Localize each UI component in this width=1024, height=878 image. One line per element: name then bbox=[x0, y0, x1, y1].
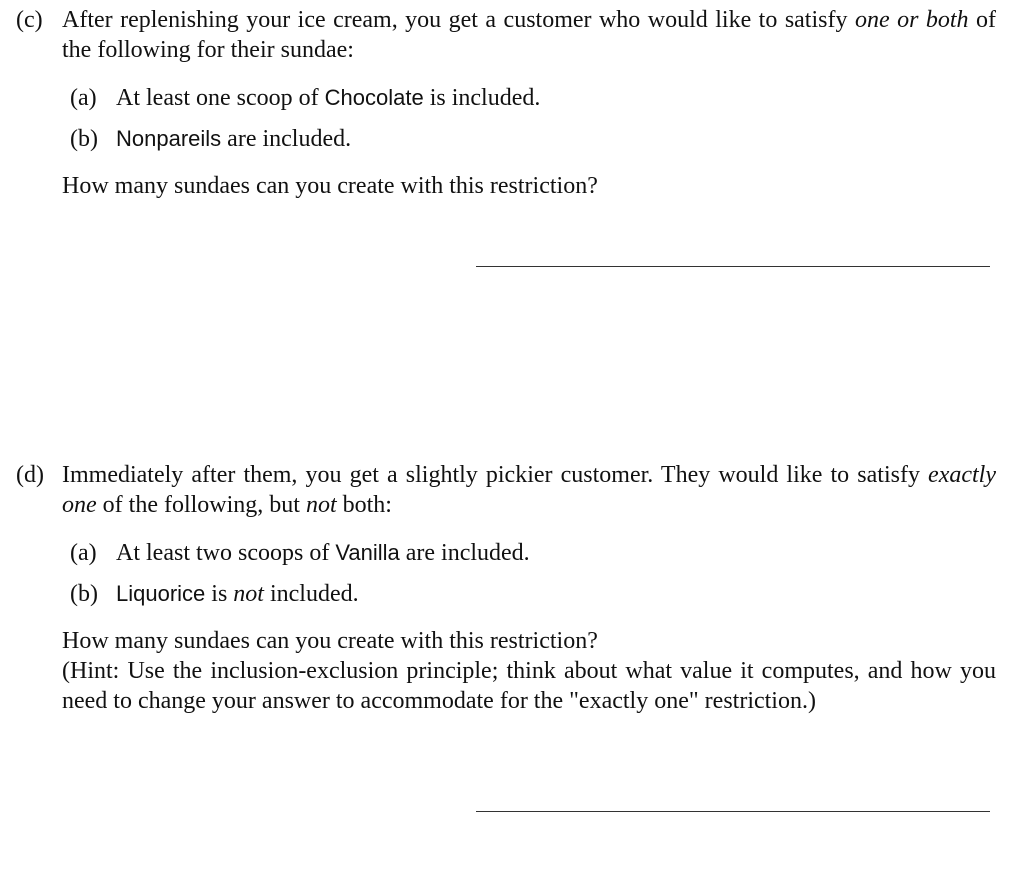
flavor-name: Chocolate bbox=[324, 85, 424, 110]
intro-emphasis: not bbox=[305, 492, 337, 518]
option-emphasis: not bbox=[233, 581, 264, 607]
option-text: are included. bbox=[399, 540, 530, 566]
intro-text: Immediately after them, you get a slightly pickier customer. They would like to satisfy bbox=[62, 462, 929, 488]
intro-emphasis: exactly one bbox=[62, 462, 996, 518]
option-b bbox=[70, 579, 996, 620]
option-label: (a) bbox=[70, 85, 97, 111]
problem-d-intro-text bbox=[62, 460, 996, 520]
topping-name: Liquorice bbox=[116, 581, 206, 606]
option-label: (b) bbox=[70, 581, 98, 607]
option-a bbox=[70, 538, 996, 579]
option-label: (b) bbox=[70, 126, 98, 152]
option-text: are included. bbox=[221, 126, 352, 152]
problem-d-question: How many sundaes can you create with this restriction? bbox=[62, 628, 598, 654]
intro-text: both: bbox=[336, 492, 392, 518]
problem-d-options bbox=[70, 538, 996, 620]
topping-name: Nonpareils bbox=[116, 126, 222, 151]
answer-line-d[interactable] bbox=[476, 811, 990, 812]
option-text: is included. bbox=[423, 85, 541, 111]
option-text: At least one scoop of bbox=[116, 85, 325, 111]
option-a bbox=[70, 83, 996, 124]
option-b bbox=[70, 124, 996, 165]
problem-c-intro bbox=[16, 5, 996, 65]
problem-c-question: How many sundaes can you create with this restriction? bbox=[62, 173, 598, 199]
option-text: is bbox=[205, 581, 234, 607]
problem-d bbox=[16, 460, 996, 716]
intro-emphasis: one or both bbox=[854, 7, 969, 33]
option-text: At least two scoops of bbox=[116, 540, 336, 566]
answer-line-c[interactable] bbox=[476, 266, 990, 267]
problem-c-intro-text bbox=[62, 5, 996, 65]
problem-d-label: (d) bbox=[16, 462, 44, 488]
problem-d-intro bbox=[16, 460, 996, 520]
problem-c-label: (c) bbox=[16, 7, 43, 33]
intro-text: of the following for their sundae: bbox=[62, 7, 997, 63]
option-label: (a) bbox=[70, 540, 97, 566]
flavor-name: Vanilla bbox=[335, 540, 400, 565]
problem-d-hint: (Hint: Use the inclusion-exclusion principle; think about what value it computes, and how you need to change your answer to accommodate for the "exactly one" restriction.) bbox=[62, 658, 996, 714]
intro-text: After replenishing your ice cream, you get a customer who would like to satisfy bbox=[62, 7, 855, 33]
problem-c-options bbox=[70, 83, 996, 165]
option-text: included. bbox=[263, 581, 359, 607]
problem-c bbox=[16, 5, 996, 201]
intro-text: of the following, but bbox=[96, 492, 306, 518]
